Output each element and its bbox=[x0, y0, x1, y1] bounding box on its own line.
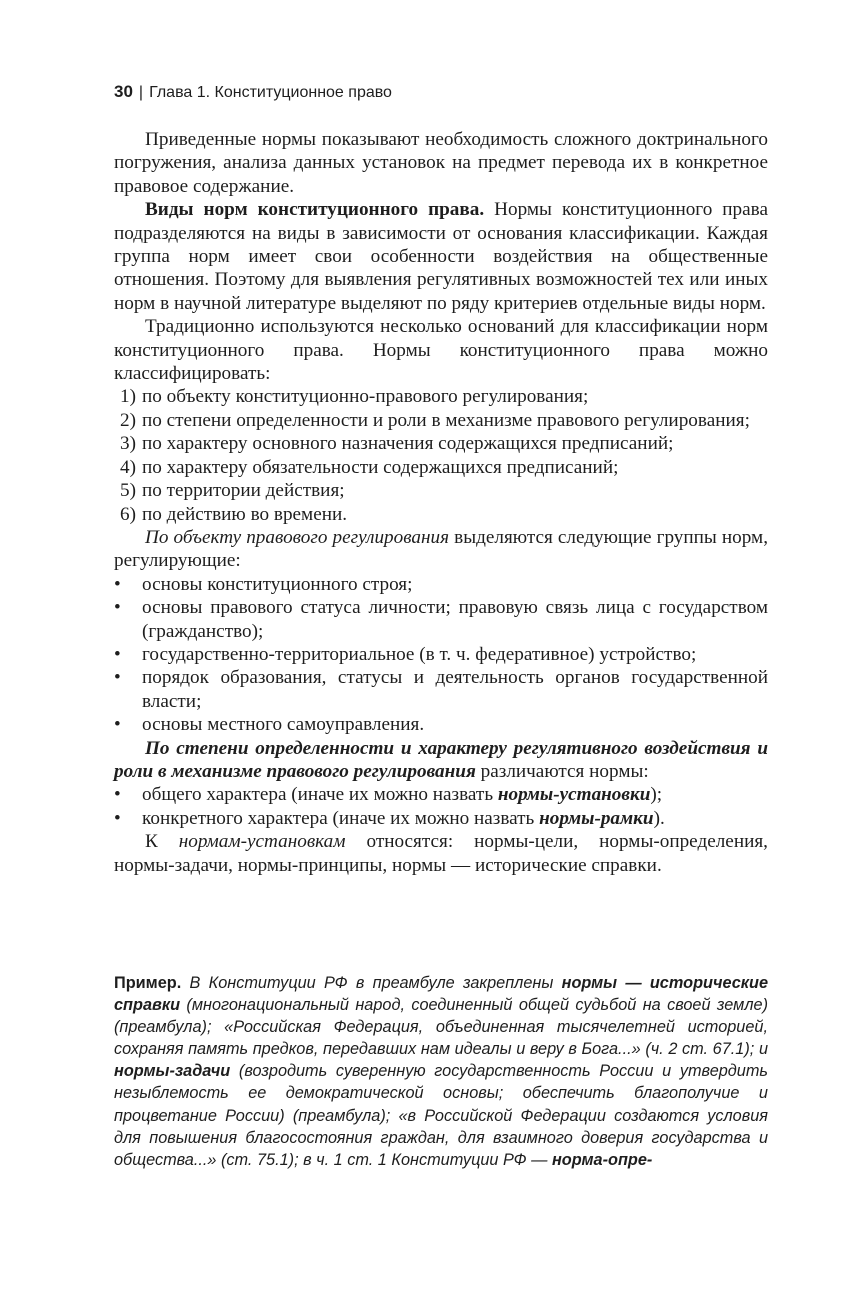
bullet-icon: • bbox=[114, 714, 121, 736]
setting-emphasis: нормам-установкам bbox=[178, 831, 346, 853]
item-number: 5) bbox=[120, 480, 136, 502]
types-heading: Виды норм конституционного права. bbox=[145, 199, 485, 221]
example-term: нормы — исторические справки bbox=[114, 974, 769, 1015]
example-block bbox=[114, 972, 768, 1171]
intro-paragraph: Приведенные нормы показывают необходимость сложного доктринального погружения, анализа данных установок на предмет перевода их в конкретное правовое содержание. bbox=[114, 129, 768, 197]
list-item bbox=[114, 479, 768, 502]
list-item bbox=[114, 807, 768, 830]
bullet-icon: • bbox=[114, 597, 121, 619]
object-text: выделяются следующие группы норм, регулирующие: bbox=[114, 526, 768, 572]
item-number: 6) bbox=[120, 503, 136, 525]
bullet-icon: • bbox=[114, 643, 121, 665]
degree-paragraph bbox=[114, 737, 768, 784]
term-emphasis: нормы-рамки bbox=[539, 807, 654, 829]
object-paragraph bbox=[114, 526, 768, 573]
list-item bbox=[114, 409, 768, 432]
item-number: 2) bbox=[120, 409, 136, 431]
item-text: по характеру основного назначения содержащихся предписаний; bbox=[142, 433, 674, 455]
setting-text: К bbox=[145, 831, 179, 853]
list-item bbox=[114, 596, 768, 643]
header-separator: | bbox=[138, 84, 144, 101]
item-text: конкретного характера (иначе их можно назвать bbox=[142, 807, 540, 829]
bullet-icon: • bbox=[114, 667, 121, 689]
example-paragraph bbox=[114, 972, 768, 1171]
example-text: В Конституции РФ в преамбуле закреплены bbox=[181, 974, 562, 992]
list-item bbox=[114, 783, 768, 806]
degree-list bbox=[114, 783, 768, 830]
bullet-icon: • bbox=[114, 784, 121, 806]
list-item bbox=[114, 643, 768, 666]
example-term: норма-опре- bbox=[551, 1150, 653, 1169]
object-emphasis: По объекту правового регулирования bbox=[145, 526, 450, 548]
list-item bbox=[114, 503, 768, 526]
list-item bbox=[114, 456, 768, 479]
item-text: по действию во времени. bbox=[142, 503, 348, 525]
setting-paragraph bbox=[114, 830, 768, 877]
example-text: (многонациональный народ, соединенный общей судьбой на своей земле) (преамбула); «Российская Федерация, объединенная тысячелетней историей, сохраняя память предков, передавших нам идеалы и веру в Бога...» (ч. 2 ст. 67.1); и bbox=[114, 996, 768, 1059]
example-term: нормы-задачи bbox=[114, 1062, 231, 1081]
criteria-list bbox=[114, 385, 768, 525]
degree-text: различаются нормы: bbox=[475, 760, 649, 782]
bullet-icon: • bbox=[114, 573, 121, 595]
example-text: (возродить суверенную государственность России и утвердить незыблемость ее демократической основы; обеспечить благополучие и процветание России) (преамбула); «в Российской Федерации создаются условия для повышения благосостояния граждан, для взаимного доверия государства и общества...» (ст. 75.1); в ч. 1 ст. 1 Конституции РФ — bbox=[114, 1062, 768, 1169]
list-item bbox=[114, 713, 768, 736]
item-text: по характеру обязательности содержащихся предписаний; bbox=[142, 456, 619, 478]
degree-emphasis: По степени определенности и характеру регулятивного воздействия и роли в механизме правового регулирования bbox=[114, 737, 768, 782]
types-paragraph bbox=[114, 198, 768, 315]
item-number: 1) bbox=[120, 386, 136, 408]
item-text: общего характера (иначе их можно назвать bbox=[142, 784, 498, 806]
setting-text: относятся: нормы-цели, нормы-определения, нормы-задачи, нормы-принципы, нормы — исторические справки. bbox=[114, 831, 768, 876]
list-item bbox=[114, 666, 768, 713]
list-item bbox=[114, 573, 768, 596]
item-text: ); bbox=[650, 784, 663, 806]
item-text: по территории действия; bbox=[142, 480, 345, 502]
chapter-title: Глава 1. Конституционное право bbox=[149, 84, 392, 101]
list-item bbox=[114, 432, 768, 455]
example-lead: Пример. bbox=[114, 974, 182, 992]
item-number: 4) bbox=[120, 456, 136, 478]
item-text: основы правового статуса личности; правовую связь лица с государством (гражданство); bbox=[142, 597, 768, 642]
item-text: государственно-территориальное (в т. ч. федеративное) устройство; bbox=[142, 643, 697, 665]
bullet-icon: • bbox=[114, 807, 121, 829]
item-text: по степени определенности и роли в механизме правового регулирования; bbox=[142, 409, 750, 431]
term-emphasis: нормы-установки bbox=[497, 784, 651, 806]
list-item bbox=[114, 385, 768, 408]
object-list bbox=[114, 573, 768, 737]
item-text: основы конституционного строя; bbox=[142, 573, 413, 595]
running-header bbox=[114, 82, 392, 103]
bases-paragraph: Традиционно используются несколько оснований для классификации норм конституционного права. Нормы конституционного права можно классифицировать: bbox=[114, 316, 768, 385]
item-text: порядок образования, статусы и деятельность органов государственной власти; bbox=[142, 667, 768, 712]
types-text: Нормы конституционного права подразделяются на виды в зависимости от основания классификации. Каждая группа норм имеет свои особенности воздействия на общественные отношения. Поэтому для выявления регулятивных возможностей тех или иных норм в научной литературе выделяют по ряду критериев отдельные виды норм. bbox=[114, 199, 768, 314]
item-text: ). bbox=[653, 807, 665, 829]
item-text: по объекту конституционно-правового регулирования; bbox=[142, 386, 589, 408]
item-text: основы местного самоуправления. bbox=[142, 714, 425, 736]
item-number: 3) bbox=[120, 433, 136, 455]
main-text bbox=[114, 128, 768, 877]
page-number: 30 bbox=[114, 82, 133, 101]
